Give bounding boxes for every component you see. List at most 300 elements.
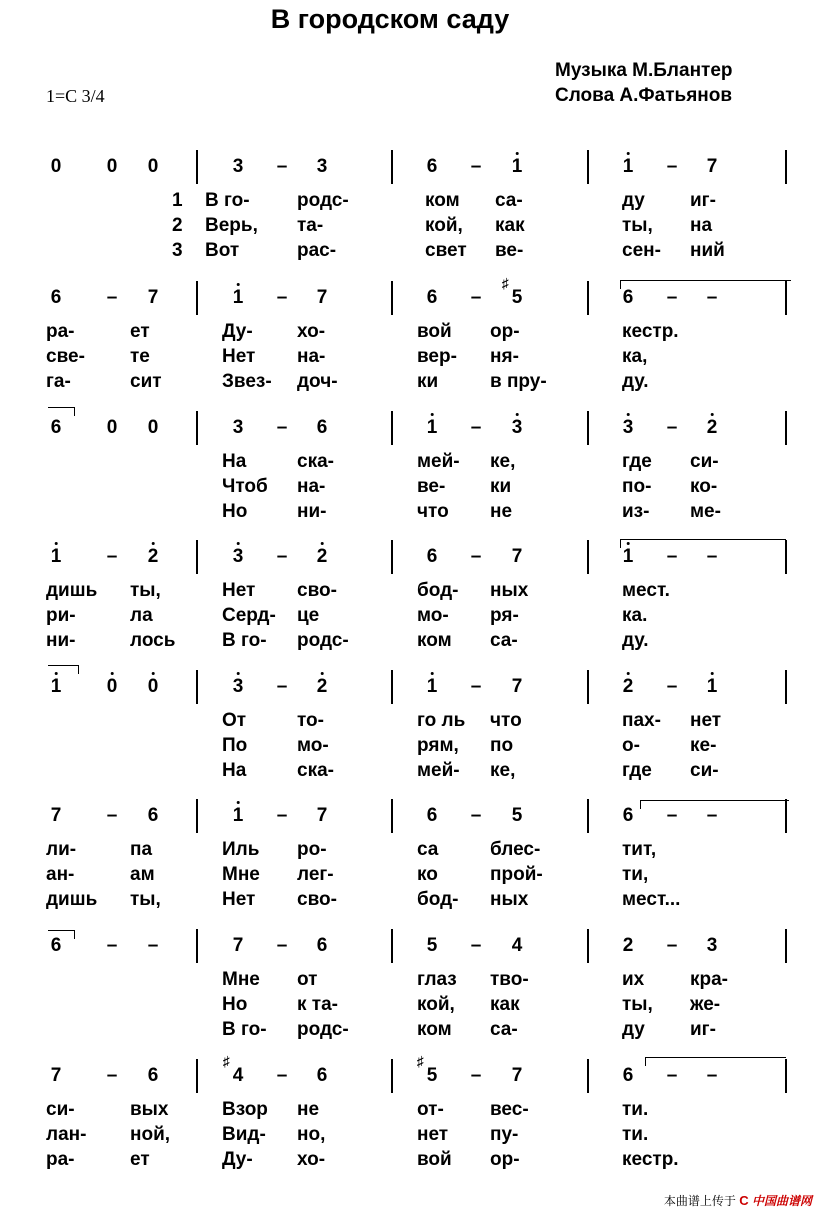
lyric-syllable: ка.: [622, 605, 648, 626]
tie-slur: [620, 280, 791, 289]
lyric-syllable: ком: [417, 1019, 452, 1040]
lyric-syllable: ной,: [130, 1124, 171, 1145]
duration-dash: –: [106, 287, 118, 308]
lyric-syllable: Ду-: [222, 321, 253, 342]
lyric-syllable: бод-: [417, 580, 459, 601]
bar-line: [391, 411, 393, 445]
lyric-syllable: дишь: [46, 580, 98, 601]
note: 0: [106, 156, 118, 177]
bar-line: [587, 670, 589, 704]
lyric-syllable: Верь,: [205, 215, 258, 236]
note: 0: [147, 417, 159, 438]
bar-line: [587, 1059, 589, 1093]
lyric-syllable: сво-: [297, 889, 337, 910]
duration-dash: –: [470, 287, 482, 308]
lyric-syllable: Взор: [222, 1099, 268, 1120]
lyric-syllable: не: [297, 1099, 320, 1120]
lyric-syllable: же-: [690, 994, 721, 1015]
lyric-syllable: по-: [622, 476, 652, 497]
note: 7: [50, 805, 62, 826]
lyric-syllable: ор-: [490, 1149, 520, 1170]
bar-line: [587, 540, 589, 574]
bar-line: [391, 670, 393, 704]
lyric-syllable: нет: [690, 710, 722, 731]
bar-line: [391, 1059, 393, 1093]
octave-dot: [236, 283, 239, 286]
note: 3: [623, 417, 634, 439]
lyric-syllable: мей-: [417, 451, 460, 472]
lyric-syllable: Нет: [222, 889, 256, 910]
duration-dash: –: [666, 156, 678, 177]
lyric-syllable: Серд-: [222, 605, 276, 626]
note: 3: [232, 156, 244, 177]
duration-dash: –: [106, 1065, 118, 1086]
bar-line: [196, 150, 198, 184]
duration-dash: –: [276, 1065, 288, 1086]
lyric-syllable: ри-: [46, 605, 76, 626]
song-title: В городском саду: [270, 4, 510, 34]
lyric-syllable: те: [130, 346, 150, 367]
bar-line: [391, 281, 393, 315]
lyric-syllable: са-: [490, 630, 518, 651]
lyric-syllable: лан-: [46, 1124, 87, 1145]
lyric-syllable: ком: [417, 630, 452, 651]
tie-slur: [640, 800, 789, 809]
lyric-syllable: доч-: [297, 371, 338, 392]
note: 1: [623, 546, 634, 568]
lyric-syllable: мо-: [417, 605, 449, 626]
key-time-signature: 1=C 3/4: [46, 86, 105, 106]
lyric-syllable: ря-: [490, 605, 519, 626]
note: 7: [147, 287, 159, 308]
bar-line: [587, 411, 589, 445]
lyric-syllable: родс-: [297, 190, 349, 211]
note: 6: [316, 935, 328, 956]
octave-dot: [320, 672, 323, 675]
lyric-syllable: не: [490, 501, 513, 522]
lyric-syllable: си-: [46, 1099, 75, 1120]
duration-dash: –: [666, 935, 678, 956]
music-credit: Музыка М.Блантер: [555, 60, 733, 81]
note: 6: [147, 805, 159, 826]
lyric-syllable: пу-: [490, 1124, 519, 1145]
lyric-syllable: где: [622, 451, 652, 472]
octave-dot: [626, 672, 629, 675]
octave-dot: [151, 542, 154, 545]
site-name: 中国曲谱网: [751, 1194, 812, 1208]
duration-dash: –: [706, 287, 718, 308]
duration-dash: –: [666, 546, 678, 567]
note: 3: [706, 935, 718, 956]
lyric-syllable: ра-: [46, 321, 75, 342]
lyric-syllable: ке,: [490, 451, 516, 472]
lyric-syllable: хо-: [297, 321, 326, 342]
lyric-syllable: В го-: [222, 630, 267, 651]
note: 6: [622, 287, 634, 308]
bar-line: [785, 150, 787, 184]
lyric-syllable: мест...: [622, 889, 681, 910]
bar-line: [196, 411, 198, 445]
note: 5: [511, 805, 523, 826]
lyric-syllable: тво-: [490, 969, 529, 990]
octave-dot: [151, 672, 154, 675]
lyric-syllable: Мне: [222, 969, 260, 990]
lyric-syllable: к та-: [297, 994, 338, 1015]
lyric-syllable: рас-: [297, 240, 337, 261]
duration-dash: –: [666, 287, 678, 308]
footer-text: 本曲谱上传于: [663, 1194, 736, 1208]
lyrics-credit: Слова А.Фатьянов: [555, 85, 733, 106]
lyric-syllable: кестр.: [622, 1149, 679, 1170]
lyric-syllable: ня-: [490, 346, 519, 367]
lyric-syllable: ве-: [495, 240, 524, 261]
duration-dash: –: [470, 676, 482, 697]
lyric-syllable: Но: [222, 501, 248, 522]
verse-number: 3: [172, 240, 183, 261]
lyric-syllable: на: [690, 215, 713, 236]
bar-line: [196, 281, 198, 315]
lyric-syllable: са-: [495, 190, 523, 211]
octave-dot: [626, 152, 629, 155]
duration-dash: –: [470, 156, 482, 177]
lyric-syllable: хо-: [297, 1149, 326, 1170]
lyric-syllable: ке-: [690, 735, 717, 756]
note: 5 ♯: [416, 1053, 438, 1086]
duration-dash: –: [666, 676, 678, 697]
bar-line: [196, 929, 198, 963]
lyric-syllable: ра-: [46, 1149, 75, 1170]
lyric-syllable: пах-: [622, 710, 661, 731]
note: 1: [233, 805, 244, 827]
lyric-syllable: ни-: [297, 501, 327, 522]
lyric-syllable: ных: [490, 889, 529, 910]
duration-dash: –: [666, 1065, 678, 1086]
lyric-syllable: ор-: [490, 321, 520, 342]
note: 1: [233, 287, 244, 309]
duration-dash: –: [276, 417, 288, 438]
lyric-syllable: Мне: [222, 864, 260, 885]
lyric-syllable: тит,: [622, 839, 657, 860]
note: 1: [512, 156, 523, 178]
duration-dash: –: [666, 805, 678, 826]
lyric-syllable: вой: [417, 1149, 452, 1170]
note: 2: [622, 935, 634, 956]
duration-dash: –: [470, 1065, 482, 1086]
lyric-syllable: иг-: [690, 1019, 716, 1040]
octave-dot: [515, 152, 518, 155]
lyric-syllable: бод-: [417, 889, 459, 910]
duration-dash: –: [276, 546, 288, 567]
lyric-syllable: как: [490, 994, 520, 1015]
note: 6: [50, 287, 62, 308]
lyric-syllable: ний: [690, 240, 725, 261]
bar-line: [196, 670, 198, 704]
lyric-syllable: как: [495, 215, 525, 236]
lyric-syllable: родс-: [297, 1019, 349, 1040]
lyric-syllable: лег-: [297, 864, 334, 885]
note: 3: [233, 546, 244, 568]
verse-number: 1: [172, 190, 183, 211]
lyric-syllable: вес-: [490, 1099, 529, 1120]
note: 2: [317, 546, 328, 568]
lyric-syllable: ет: [130, 1149, 150, 1170]
lyric-syllable: па: [130, 839, 153, 860]
lyric-syllable: из-: [622, 501, 650, 522]
note: 2: [148, 546, 159, 568]
lyric-syllable: си-: [690, 451, 719, 472]
note: 6: [426, 156, 438, 177]
lyric-syllable: ска-: [297, 451, 334, 472]
tie-slur: [48, 665, 79, 674]
note: 1: [427, 417, 438, 439]
lyric-syllable: ни-: [46, 630, 76, 651]
lyric-syllable: ду.: [622, 371, 649, 392]
lyric-syllable: ти.: [622, 1099, 649, 1120]
lyric-syllable: ти.: [622, 1124, 649, 1145]
lyric-syllable: ком: [425, 190, 460, 211]
bar-line: [391, 150, 393, 184]
duration-dash: –: [276, 935, 288, 956]
lyric-syllable: свет: [425, 240, 467, 261]
lyric-syllable: ки: [490, 476, 512, 497]
tie-slur: [620, 539, 786, 548]
duration-dash: –: [470, 546, 482, 567]
note: 2: [623, 676, 634, 698]
bar-line: [391, 929, 393, 963]
lyric-syllable: ла: [130, 605, 153, 626]
note: 7: [511, 676, 523, 697]
lyric-syllable: По: [222, 735, 248, 756]
bar-line: [196, 540, 198, 574]
tie-slur: [48, 930, 75, 939]
lyric-syllable: ду: [622, 190, 645, 211]
lyric-syllable: на-: [297, 346, 326, 367]
lyric-syllable: ко: [417, 864, 438, 885]
lyric-syllable: ти,: [622, 864, 649, 885]
octave-dot: [626, 413, 629, 416]
lyric-syllable: в пру-: [490, 371, 547, 392]
lyric-syllable: На: [222, 760, 247, 781]
duration-dash: –: [706, 546, 718, 567]
bar-line: [391, 540, 393, 574]
lyric-syllable: лось: [130, 630, 176, 651]
note: 6: [50, 417, 62, 438]
lyric-syllable: то-: [297, 710, 324, 731]
lyric-syllable: иг-: [690, 190, 716, 211]
octave-dot: [710, 672, 713, 675]
bar-line: [196, 1059, 198, 1093]
lyric-syllable: ет: [130, 321, 150, 342]
lyric-syllable: вых: [130, 1099, 169, 1120]
lyric-syllable: ли-: [46, 839, 77, 860]
lyric-syllable: ко-: [690, 476, 718, 497]
lyric-syllable: где: [622, 760, 652, 781]
duration-dash: –: [470, 805, 482, 826]
lyric-syllable: Ду-: [222, 1149, 253, 1170]
duration-dash: –: [106, 805, 118, 826]
lyric-syllable: ро-: [297, 839, 327, 860]
duration-dash: –: [666, 417, 678, 438]
lyric-syllable: са: [417, 839, 439, 860]
note: 6: [147, 1065, 159, 1086]
note: 2: [317, 676, 328, 698]
note: 7: [232, 935, 244, 956]
lyric-syllable: на-: [297, 476, 326, 497]
note: 0: [148, 676, 159, 698]
lyric-syllable: ных: [490, 580, 529, 601]
lyric-syllable: сит: [130, 371, 162, 392]
duration-dash: –: [276, 156, 288, 177]
lyric-syllable: це: [297, 605, 320, 626]
bar-line: [785, 670, 787, 704]
sharp-icon: ♯: [501, 275, 509, 291]
lyric-syllable: сво-: [297, 580, 337, 601]
lyric-syllable: по: [490, 735, 514, 756]
lyric-syllable: ты,: [130, 889, 161, 910]
bar-line: [587, 150, 589, 184]
lyric-syllable: прой-: [490, 864, 543, 885]
duration-dash: –: [470, 935, 482, 956]
lyric-syllable: кой,: [417, 994, 455, 1015]
note: 3: [233, 676, 244, 698]
site-logo-icon: C: [739, 1193, 749, 1208]
octave-dot: [430, 413, 433, 416]
duration-dash: –: [276, 676, 288, 697]
octave-dot: [430, 672, 433, 675]
bar-line: [587, 799, 589, 833]
lyric-syllable: са-: [490, 1019, 518, 1040]
sharp-icon: ♯: [416, 1053, 424, 1069]
note: 5: [426, 935, 438, 956]
lyric-syllable: ве-: [417, 476, 446, 497]
octave-dot: [110, 672, 113, 675]
note: 6: [50, 935, 62, 956]
octave-dot: [320, 542, 323, 545]
note: 6: [622, 1065, 634, 1086]
octave-dot: [236, 542, 239, 545]
lyric-syllable: кра-: [690, 969, 729, 990]
lyric-syllable: кой,: [425, 215, 463, 236]
note: 1: [707, 676, 718, 698]
sharp-icon: ♯: [222, 1053, 230, 1069]
lyric-syllable: мо-: [297, 735, 329, 756]
note: 6: [622, 805, 634, 826]
lyric-syllable: от-: [417, 1099, 444, 1120]
lyric-syllable: Нет: [222, 346, 256, 367]
note: 0: [106, 417, 118, 438]
lyric-syllable: го ль: [417, 710, 466, 731]
lyric-syllable: мей-: [417, 760, 460, 781]
lyric-syllable: сен-: [622, 240, 661, 261]
note: 3: [232, 417, 244, 438]
note: 6: [426, 805, 438, 826]
bar-line: [785, 411, 787, 445]
lyric-syllable: Чтоб: [222, 476, 268, 497]
note: 4: [511, 935, 523, 956]
lyric-syllable: В го-: [205, 190, 250, 211]
note: 7: [50, 1065, 62, 1086]
lyric-syllable: си-: [690, 760, 719, 781]
octave-dot: [515, 413, 518, 416]
bar-line: [587, 929, 589, 963]
footer: [664, 1192, 812, 1209]
duration-dash: –: [706, 1065, 718, 1086]
note: 0: [147, 156, 159, 177]
note: 3: [316, 156, 328, 177]
lyric-syllable: От: [222, 710, 247, 731]
duration-dash: –: [147, 935, 159, 956]
note: 1: [51, 676, 62, 698]
tie-slur: [48, 407, 75, 416]
duration-dash: –: [276, 805, 288, 826]
lyric-syllable: нет: [417, 1124, 449, 1145]
lyric-syllable: что: [417, 501, 449, 522]
lyric-syllable: В го-: [222, 1019, 267, 1040]
note: 6: [426, 546, 438, 567]
lyric-syllable: ка,: [622, 346, 648, 367]
note: 7: [511, 1065, 523, 1086]
note: 6: [316, 417, 328, 438]
lyric-syllable: ки: [417, 371, 439, 392]
note: 0: [50, 156, 62, 177]
duration-dash: –: [706, 805, 718, 826]
lyric-syllable: но,: [297, 1124, 326, 1145]
lyric-syllable: рям,: [417, 735, 459, 756]
lyric-syllable: кестр.: [622, 321, 679, 342]
lyric-syllable: вер-: [417, 346, 457, 367]
lyric-syllable: На: [222, 451, 247, 472]
lyric-syllable: Иль: [222, 839, 260, 860]
duration-dash: –: [470, 417, 482, 438]
note: 1: [427, 676, 438, 698]
note: 7: [511, 546, 523, 567]
lyric-syllable: Вид-: [222, 1124, 266, 1145]
note: 7: [706, 156, 718, 177]
lyric-syllable: блес-: [490, 839, 541, 860]
lyric-syllable: ду.: [622, 630, 649, 651]
octave-dot: [54, 542, 57, 545]
note: 1: [623, 156, 634, 178]
lyric-syllable: ме-: [690, 501, 721, 522]
note: 6: [426, 287, 438, 308]
lyric-syllable: Но: [222, 994, 248, 1015]
octave-dot: [710, 413, 713, 416]
lyric-syllable: Звез-: [222, 371, 272, 392]
duration-dash: –: [106, 935, 118, 956]
lyric-syllable: ке,: [490, 760, 516, 781]
lyric-syllable: ты,: [622, 994, 653, 1015]
lyric-syllable: глаз: [417, 969, 457, 990]
bar-line: [391, 799, 393, 833]
lyric-syllable: та-: [297, 215, 324, 236]
note: 7: [316, 805, 328, 826]
lyric-syllable: ты,: [130, 580, 161, 601]
lyric-syllable: вой: [417, 321, 452, 342]
duration-dash: –: [106, 546, 118, 567]
note: 0: [107, 676, 118, 698]
note: 1: [51, 546, 62, 568]
bar-line: [785, 929, 787, 963]
note: 4 ♯: [222, 1053, 244, 1086]
note: 6: [316, 1065, 328, 1086]
lyric-syllable: га-: [46, 371, 71, 392]
duration-dash: –: [276, 287, 288, 308]
lyric-syllable: дишь: [46, 889, 98, 910]
lyric-syllable: о-: [622, 735, 640, 756]
lyric-syllable: родс-: [297, 630, 349, 651]
lyric-syllable: ам: [130, 864, 155, 885]
tie-slur: [645, 1057, 786, 1066]
